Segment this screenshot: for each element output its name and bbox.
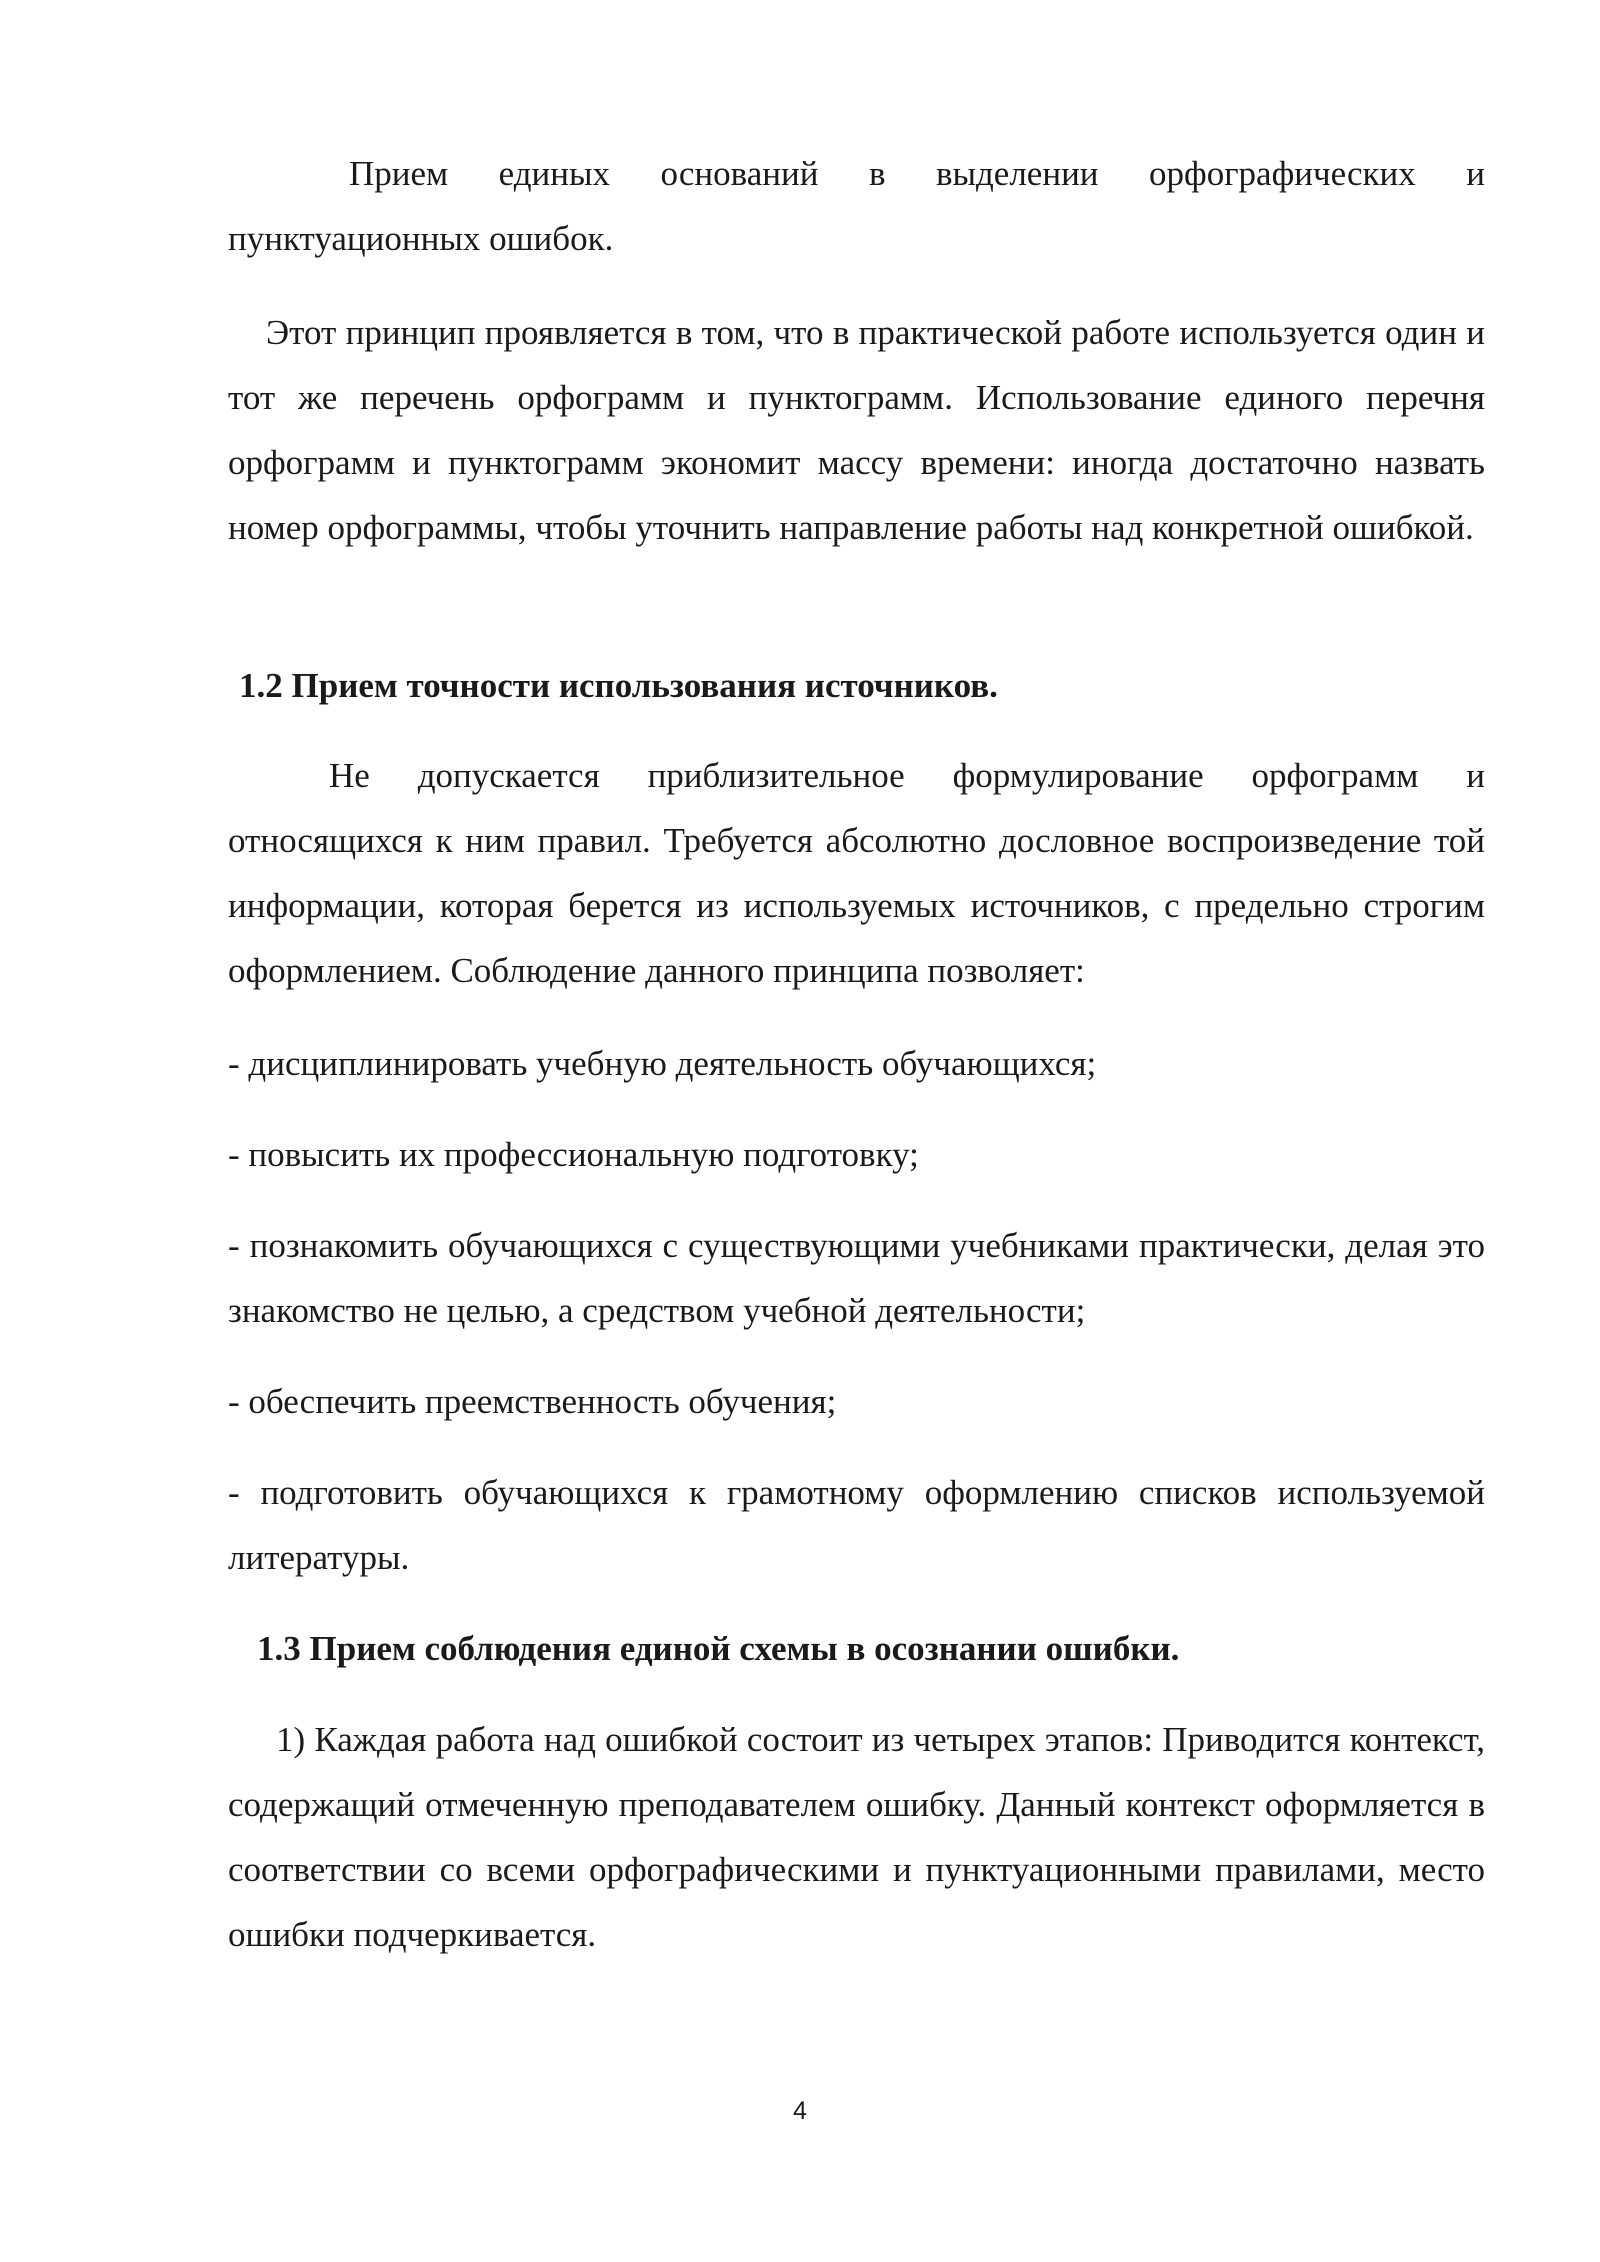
paragraph-principle-explanation: Этот принцип проявляется в том, что в практической работе используется один и тот же перечень орфограмм и пунктограмм. Использование единого перечня орфограмм и пунктограмм экономит массу времени: иногда достаточно назвать номер орфограммы, чтобы уточнить направление работы над конкретной ошибкой. [228,313,1485,547]
list-item-continuity: - обеспечить преемственность обучения; [228,1382,837,1421]
paragraph-error-stages: 1) Каждая работа над ошибкой состоит из четырех этапов: Приводится контекст, содержащий отмеченную преподавателем ошибку. Данный контекст оформляется в соответствии со всеми орфографическими и пунктуационными правилами, место ошибки подчеркивается. [228,1720,1485,1954]
paragraph-single-bases: Прием единых оснований в выделении орфографических и пунктуационных ошибок. [228,154,1485,258]
section-heading-1-3: 1.3 Прием соблюдения единой схемы в осознании ошибки. [257,1629,1180,1668]
list-item-bibliography: - подготовить обучающихся к грамотному оформлению списков используемой литературы. [228,1473,1485,1577]
list-item-discipline: - дисциплинировать учебную деятельность обучающихся; [228,1044,1097,1083]
section-heading-1-2: 1.2 Прием точности использования источников. [239,666,998,705]
page-number: 4 [793,2097,807,2125]
list-item-textbooks: - познакомить обучающихся с существующими учебниками практически, делая это знакомство не целью, а средством учебной деятельности; [228,1226,1485,1330]
paragraph-source-accuracy: Не допускается приблизительное формулирование орфограмм и относящихся к ним правил. Требуется абсолютно дословное воспроизведение той информации, которая берется из используемых источников, с предельно строгим оформлением. Соблюдение данного принципа позволяет: [228,756,1485,990]
list-item-professional-training: - повысить их профессиональную подготовку; [228,1135,919,1174]
